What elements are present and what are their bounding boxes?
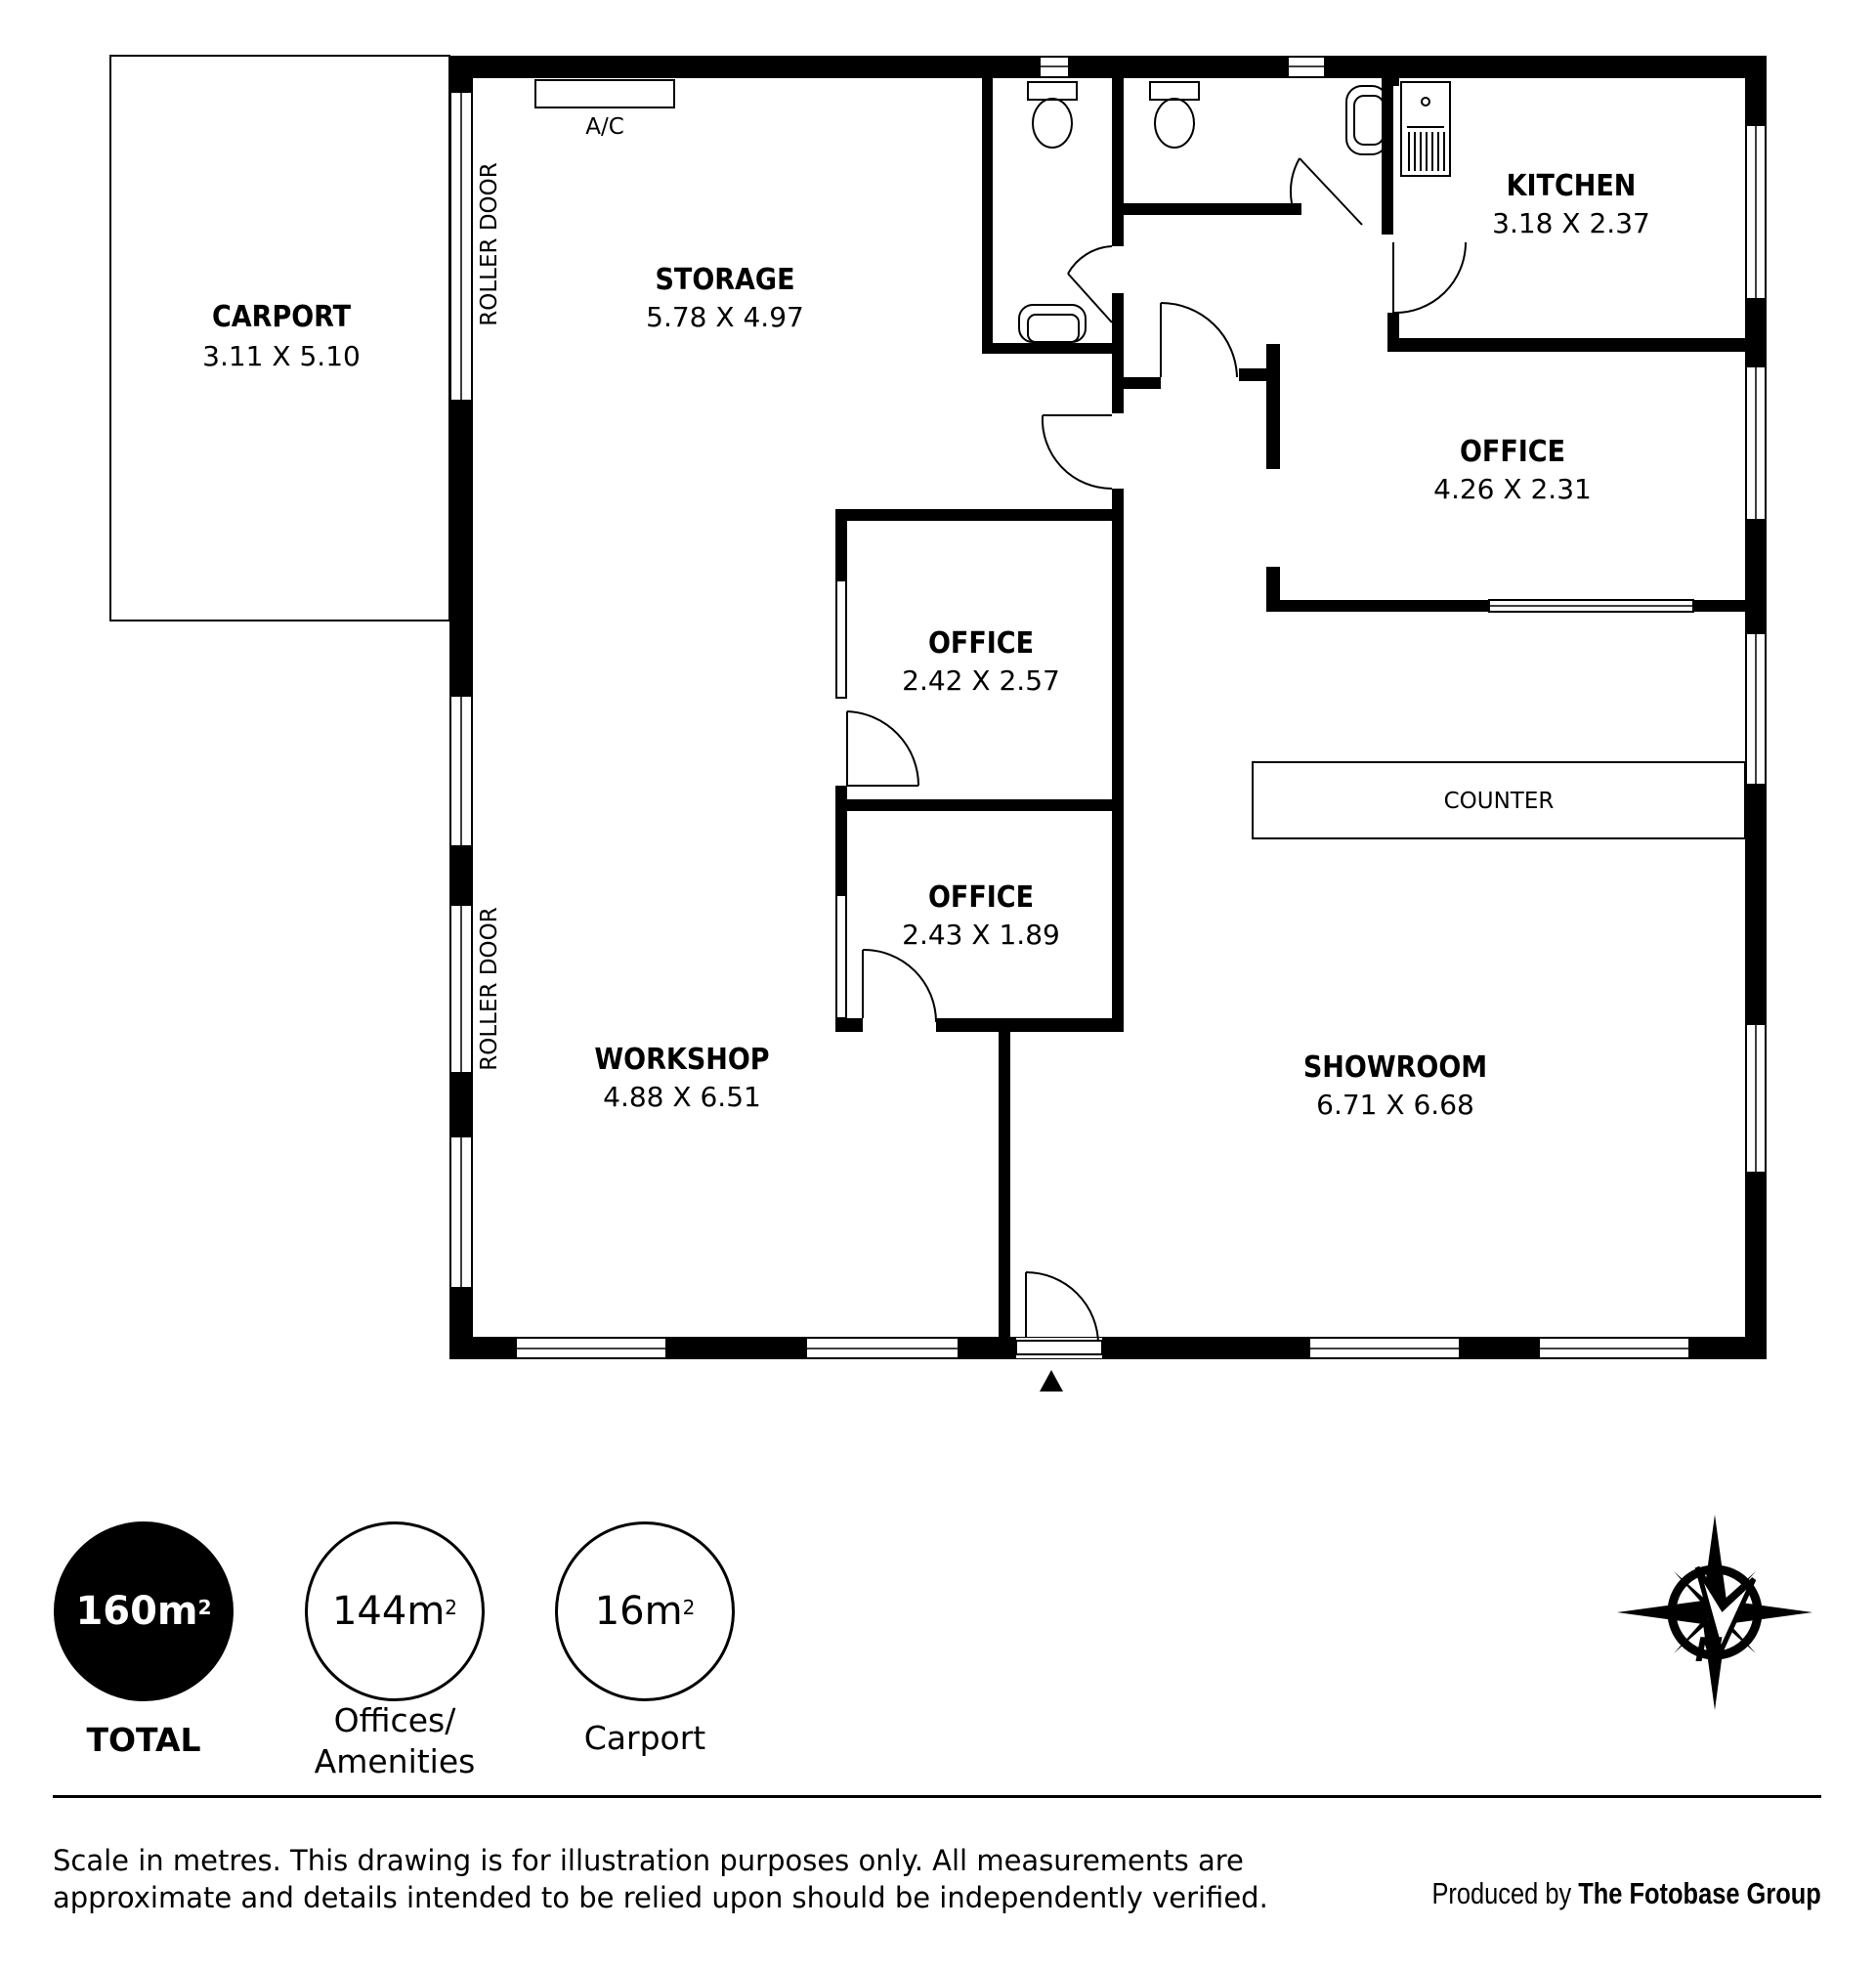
room-dimensions: 3.11 X 5.10 <box>202 340 361 372</box>
outer-walls <box>449 56 1767 1359</box>
room-dimensions: 6.71 X 6.68 <box>1316 1089 1474 1121</box>
toilet-icon <box>1150 82 1199 148</box>
toilet-icon <box>1028 82 1077 148</box>
room-dimensions: 2.42 X 2.57 <box>902 664 1060 697</box>
room-name: SHOWROOM <box>1302 1050 1488 1085</box>
windows <box>450 57 1766 1358</box>
compass-icon <box>1617 1515 1812 1710</box>
room-dimensions: 2.43 X 1.89 <box>902 919 1060 951</box>
room-storage <box>646 263 804 333</box>
carport-area-value: 16m <box>594 1589 683 1634</box>
offices-area-label <box>268 1700 522 1782</box>
ac-unit <box>535 80 674 107</box>
carport-area-unit: 2 <box>682 1596 696 1619</box>
carport-outline <box>110 56 449 621</box>
credit-prefix: Produced by <box>1431 1876 1572 1910</box>
offices-area-value: 144m <box>331 1589 446 1634</box>
credit-brand: The Fotobase Group <box>1578 1876 1821 1910</box>
total-area-value: 160m <box>75 1589 198 1634</box>
total-area-label: TOTAL <box>86 1721 201 1759</box>
room-name: OFFICE <box>927 626 1035 661</box>
roller-door-label-bottom: ROLLER DOOR <box>477 907 502 1071</box>
room-carport <box>202 300 361 372</box>
total-area-unit: 2 <box>197 1596 212 1619</box>
room-name: OFFICE <box>1459 435 1566 469</box>
producer-credit <box>1432 1876 1821 1911</box>
disclaimer <box>53 1842 1323 1916</box>
offices-area-badge <box>305 1521 485 1701</box>
toilet-icon <box>1019 305 1086 342</box>
compass-letter: N <box>1694 1631 1724 1670</box>
roller-door-label-top: ROLLER DOOR <box>477 162 502 326</box>
room-office-small <box>902 880 1060 951</box>
room-name: STORAGE <box>655 263 795 297</box>
room-dimensions: 3.18 X 2.37 <box>1492 207 1650 239</box>
room-office-east <box>1433 435 1592 505</box>
interior-walls <box>835 78 1767 1337</box>
counter-label: COUNTER <box>1443 789 1555 814</box>
sink-icon <box>1401 82 1450 176</box>
room-name: OFFICE <box>927 880 1035 915</box>
room-name: KITCHEN <box>1506 169 1637 203</box>
room-showroom <box>1303 1050 1487 1121</box>
offices-label-line1: Offices/ <box>333 1701 456 1739</box>
divider <box>53 1795 1821 1798</box>
disclaimer-line1: Scale in metres. This drawing is for illustration purposes only. All measurements are <box>53 1844 1244 1877</box>
room-workshop <box>594 1043 769 1113</box>
room-office-mid <box>902 626 1060 697</box>
room-dimensions: 4.26 X 2.31 <box>1433 473 1592 505</box>
room-dimensions: 4.88 X 6.51 <box>603 1081 761 1113</box>
entry-arrow-icon <box>1040 1370 1063 1392</box>
room-dimensions: 5.78 X 4.97 <box>646 301 804 333</box>
carport-area-label: Carport <box>583 1719 706 1757</box>
room-name: CARPORT <box>211 300 352 334</box>
offices-label-line2: Amenities <box>314 1742 476 1780</box>
room-name: WORKSHOP <box>594 1043 770 1077</box>
total-area-badge <box>54 1521 234 1701</box>
disclaimer-line2: approximate and details intended to be relied upon should be independently verified. <box>53 1881 1268 1914</box>
ac-label: A/C <box>585 114 624 140</box>
offices-area-unit: 2 <box>445 1596 458 1619</box>
door-swings <box>847 158 1466 1354</box>
basin-icon <box>1346 86 1387 154</box>
carport-area-badge <box>555 1521 735 1701</box>
room-kitchen <box>1492 169 1650 239</box>
